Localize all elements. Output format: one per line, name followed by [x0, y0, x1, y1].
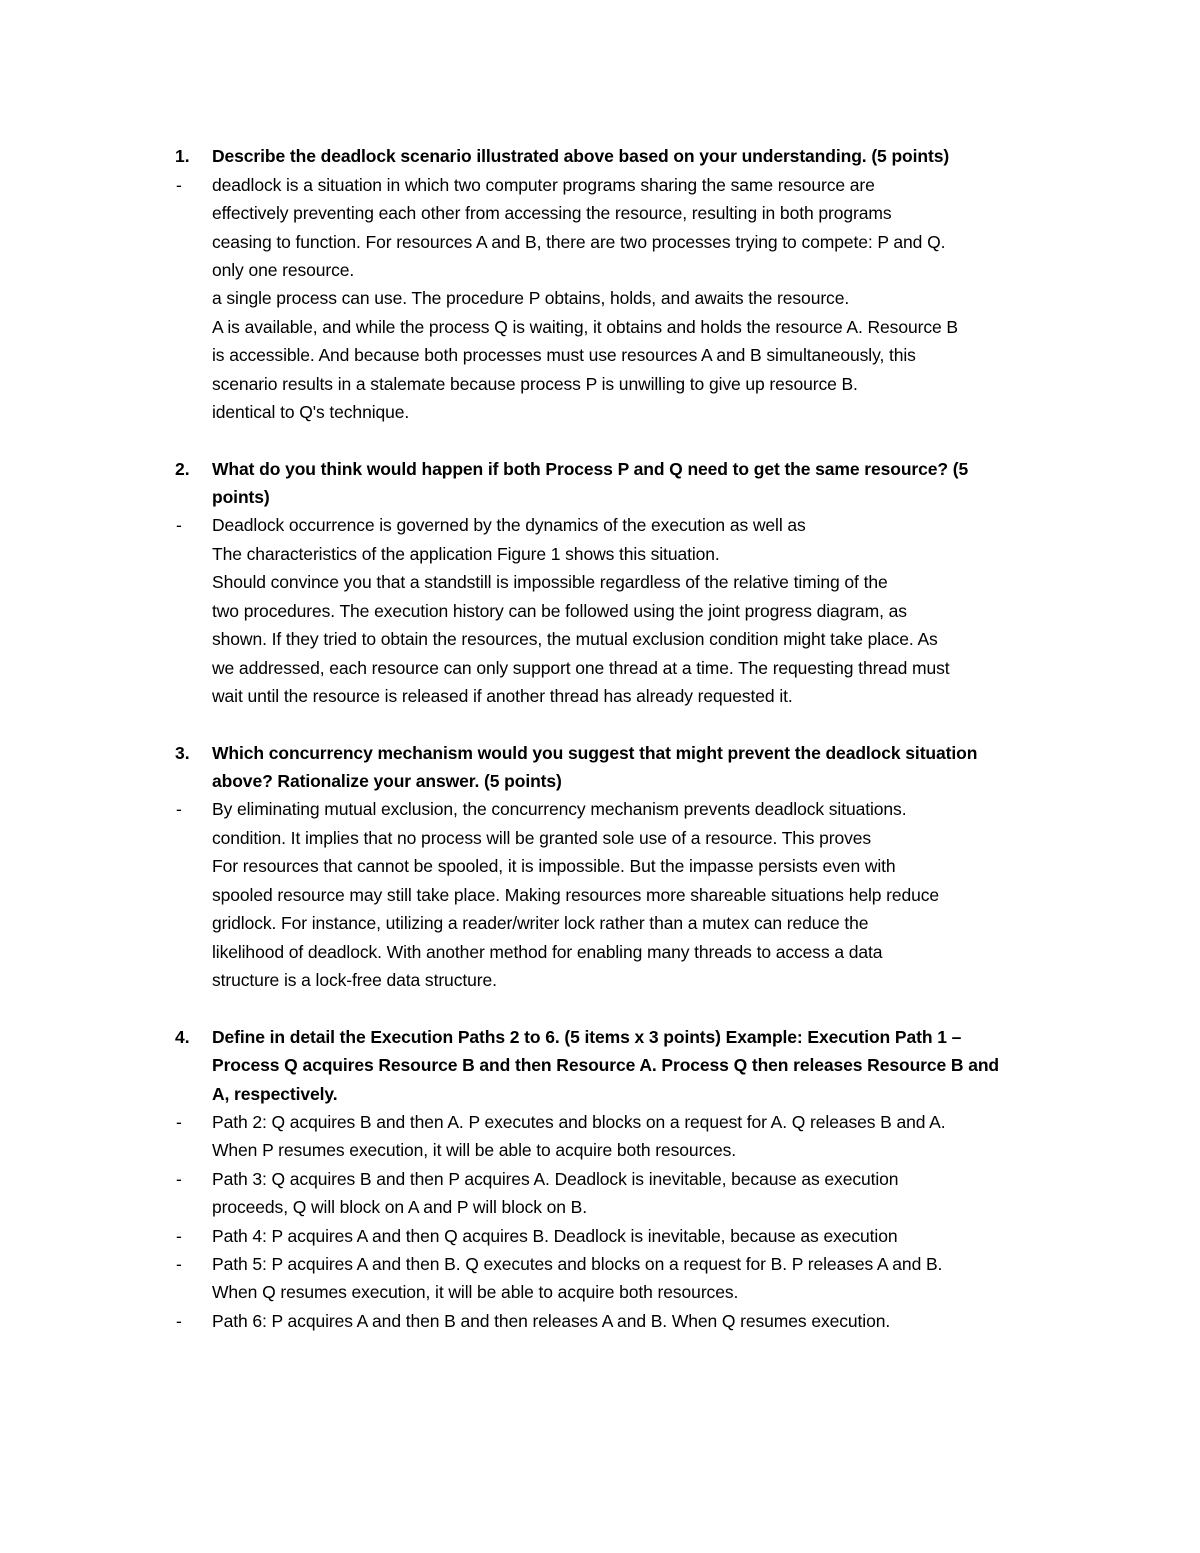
path-2-line: Path 2: Q acquires B and then A. P executes and blocks on a request for A. Q releases B and A.: [212, 1112, 946, 1132]
answer-3-line: condition. It implies that no process will be granted sole use of a resource. This proves: [212, 828, 872, 848]
answer-2-line: Deadlock occurrence is governed by the dynamics of the execution as well as: [212, 515, 806, 535]
path-5-line: When Q resumes execution, it will be able to acquire both resources.: [212, 1282, 739, 1302]
path-2-bullet: -: [176, 1112, 182, 1132]
question-3-number: 3.: [175, 743, 190, 763]
path-2-line: When P resumes execution, it will be able to acquire both resources.: [212, 1140, 736, 1160]
question-4-prompt: A, respectively.: [212, 1084, 338, 1104]
answer-2-line: The characteristics of the application Figure 1 shows this situation.: [212, 544, 720, 564]
answer-2-line: Should convince you that a standstill is impossible regardless of the relative timing of the: [212, 572, 888, 592]
question-4-prompt: Define in detail the Execution Paths 2 to 6. (5 items x 3 points) Example: Execution Path 1 –: [212, 1027, 962, 1047]
question-2-prompt: What do you think would happen if both Process P and Q need to get the same resource? (5: [212, 459, 969, 479]
answer-1-line: effectively preventing each other from accessing the resource, resulting in both programs: [212, 203, 892, 223]
answer-1-line: only one resource.: [212, 260, 355, 280]
question-3-prompt: Which concurrency mechanism would you suggest that might prevent the deadlock situation: [212, 743, 978, 763]
question-1-prompt: Describe the deadlock scenario illustrated above based on your understanding. (5 points): [212, 146, 950, 166]
answer-3-line: By eliminating mutual exclusion, the concurrency mechanism prevents deadlock situations.: [212, 799, 907, 819]
path-5-bullet: -: [176, 1254, 182, 1274]
path-5-line: Path 5: P acquires A and then B. Q executes and blocks on a request for B. P releases A and B.: [212, 1254, 943, 1274]
path-3-bullet: -: [176, 1169, 182, 1189]
answer-2-line: two procedures. The execution history can be followed using the joint progress diagram, as: [212, 601, 907, 621]
question-3-prompt: above? Rationalize your answer. (5 points): [212, 771, 562, 791]
answer-3-bullet: -: [176, 799, 182, 819]
answer-1-line: deadlock is a situation in which two computer programs sharing the same resource are: [212, 175, 875, 195]
answer-2-line: we addressed, each resource can only support one thread at a time. The requesting thread must: [212, 658, 950, 678]
path-3-line: proceeds, Q will block on A and P will block on B.: [212, 1197, 588, 1217]
answer-3-line: likelihood of deadlock. With another method for enabling many threads to access a data: [212, 942, 883, 962]
path-4-bullet: -: [176, 1226, 182, 1246]
answer-1-line: a single process can use. The procedure P obtains, holds, and awaits the resource.: [212, 288, 850, 308]
answer-1-line: ceasing to function. For resources A and B, there are two processes trying to compete: P and Q.: [212, 232, 946, 252]
answer-1-line: A is available, and while the process Q is waiting, it obtains and holds the resource A. Resource B: [212, 317, 958, 337]
answer-2-bullet: -: [176, 515, 182, 535]
path-3-line: Path 3: Q acquires B and then P acquires A. Deadlock is inevitable, because as execution: [212, 1169, 899, 1189]
answer-3-line: structure is a lock-free data structure.: [212, 970, 497, 990]
answer-1-line: is accessible. And because both processes must use resources A and B simultaneously, this: [212, 345, 916, 365]
question-2-prompt: points): [212, 487, 270, 507]
answer-1-bullet: -: [176, 175, 182, 195]
path-6-bullet: -: [176, 1311, 182, 1331]
answer-2-line: wait until the resource is released if another thread has already requested it.: [212, 686, 793, 706]
question-2-number: 2.: [175, 459, 190, 479]
answer-3-line: spooled resource may still take place. Making resources more shareable situations help reduce: [212, 885, 940, 905]
question-1-number: 1.: [175, 146, 190, 166]
question-4-prompt: Process Q acquires Resource B and then Resource A. Process Q then releases Resource B and: [212, 1055, 1000, 1075]
path-4-line: Path 4: P acquires A and then Q acquires B. Deadlock is inevitable, because as execution: [212, 1226, 898, 1246]
answer-1-line: identical to Q's technique.: [212, 402, 410, 422]
path-6-line: Path 6: P acquires A and then B and then releases A and B. When Q resumes execution.: [212, 1311, 891, 1331]
answer-2-line: shown. If they tried to obtain the resources, the mutual exclusion condition might take place. As: [212, 629, 938, 649]
answer-1-line: scenario results in a stalemate because process P is unwilling to give up resource B.: [212, 374, 858, 394]
answer-3-line: gridlock. For instance, utilizing a reader/writer lock rather than a mutex can reduce the: [212, 913, 869, 933]
question-4-number: 4.: [175, 1027, 190, 1047]
answer-3-line: For resources that cannot be spooled, it is impossible. But the impasse persists even with: [212, 856, 896, 876]
